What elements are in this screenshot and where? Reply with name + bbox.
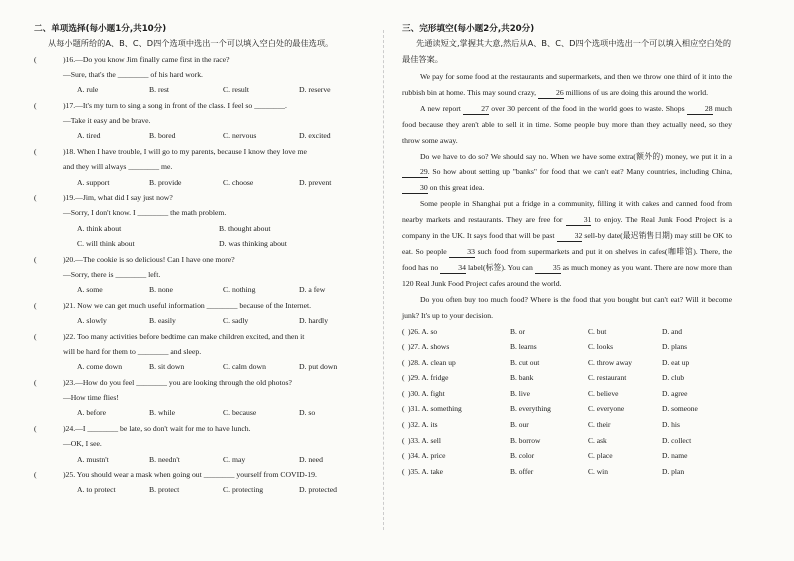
option: B. sit down (149, 362, 185, 372)
answer-row (402, 448, 732, 464)
option: C. sadly (223, 316, 249, 326)
answer-paren: ( (402, 342, 405, 352)
option: D. put down (299, 362, 338, 372)
answer-option: D. his (662, 420, 680, 430)
option: A. before (77, 408, 107, 418)
passage-text: label(标签). You can (465, 262, 535, 272)
answer-option: )30. A. fight (408, 388, 445, 398)
question-line: and they will always ________ me. (63, 162, 173, 172)
answer-option: D. name (662, 451, 688, 461)
question-text: )25. You should wear a mask when going out ________ yourself from COVID-19. (63, 470, 317, 480)
passage-text: over 30 percent of the food in the world goes to waste. Shops (488, 103, 687, 113)
question-stem (34, 190, 364, 205)
blank-32: 32 (557, 230, 583, 242)
option: C. may (223, 454, 246, 464)
answer-row (402, 339, 732, 355)
question (34, 98, 364, 144)
answer-paren: ( (34, 300, 37, 310)
blank-33: 33 (449, 246, 475, 258)
option: B. needn't (149, 454, 180, 464)
answer-paren: ( (34, 54, 37, 64)
option: A. slowly (77, 316, 107, 326)
passage-text: Do we have to do so? We should say no. When we have some extra(额外的) money, we put it in a (420, 151, 732, 161)
option: B. provide (149, 177, 182, 187)
option: C. because (223, 408, 257, 418)
question-text: )19.—Jim, what did I say just now? (63, 193, 173, 203)
answer-option: C. restaurant (588, 373, 627, 383)
option: C. result (223, 85, 250, 95)
question-line: will be hard for them to ________ and sleep. (63, 346, 202, 356)
question-text: )22. Too many activities before bedtime can make children excited, and then it (63, 331, 305, 341)
question-line: —Sure, that's the ________ of his hard work. (63, 69, 203, 79)
answer-option: B. learns (510, 342, 537, 352)
answer-option: C. ask (588, 435, 607, 445)
answer-paren: ( (34, 423, 37, 433)
answer-option: B. offer (510, 466, 534, 476)
passage-text: millions of us are doing this around the world. (563, 87, 709, 97)
option: A. rule (77, 85, 99, 95)
answer-paren: ( (402, 451, 405, 461)
option: D. need (299, 454, 323, 464)
question-stem (34, 298, 364, 313)
answer-paren: ( (402, 388, 405, 398)
option: B. thought about (219, 223, 271, 233)
passage-paragraph (402, 69, 732, 101)
question (34, 52, 364, 98)
question-stem (34, 329, 364, 344)
option: A. some (77, 285, 103, 295)
option: B. easily (149, 316, 176, 326)
option: C. nervous (223, 131, 257, 141)
question-line: —Take it easy and be brave. (63, 116, 151, 126)
answer-paren: ( (402, 373, 405, 383)
option: B. none (149, 285, 173, 295)
option: B. while (149, 408, 176, 418)
option-row (77, 236, 364, 251)
answer-option: C. but (588, 326, 607, 336)
passage-text: A new report (420, 103, 464, 113)
passage-text: Do you often buy too much food? Where is the food that you bought but can't eat? Will it become junk? It's up to your decision. (402, 294, 732, 320)
answer-row (402, 433, 732, 449)
answer-row (402, 464, 732, 480)
answer-row (402, 324, 732, 340)
answer-paren: ( (402, 466, 405, 476)
answer-paren: ( (34, 100, 37, 110)
answer-option: C. looks (588, 342, 614, 352)
option: B. protect (149, 485, 180, 495)
option: C. will think about (77, 239, 135, 249)
answer-option: D. plans (662, 342, 687, 352)
answer-option: C. everyone (588, 404, 625, 414)
option: D. reserve (299, 85, 331, 95)
passage-text: Some people in Shanghai put a fridge in a community, filling it with cakes and canned food from nearby markets and restaurants. They are free for (402, 199, 732, 225)
answer-paren: ( (34, 193, 37, 203)
blank-29: 29 (402, 166, 428, 178)
option: A. tired (77, 131, 101, 141)
section-title: 二、单项选择(每小题1分,共10分) (34, 24, 167, 34)
question (34, 467, 364, 498)
answer-row (402, 355, 732, 371)
question-text: )20.—The cookie is so delicious! Can I have one more? (63, 254, 235, 264)
passage-paragraph (402, 149, 732, 197)
answer-option: D. and (662, 326, 682, 336)
passage-paragraph (402, 101, 732, 149)
option: C. choose (223, 177, 254, 187)
answer-option: C. throw away (588, 357, 632, 367)
option: D. excited (299, 131, 331, 141)
question-stem (34, 252, 364, 267)
question-stem (34, 98, 364, 113)
question-text: )18. When I have trouble, I will go to my parents, because I know they love me (63, 146, 307, 156)
answer-option: B. borrow (510, 435, 541, 445)
option-row (77, 313, 364, 328)
section-single-choice (34, 22, 364, 498)
answer-option: B. color (510, 451, 535, 461)
question (34, 375, 364, 421)
section-instruction: 先通读短文,掌握其大意,然后从A、B、C、D四个选项中选出一个可以填入相应空白处的最佳答案。 (402, 38, 732, 64)
section-instruction: 从每小题所给的A、B、C、D四个选项中选出一个可以填入空白处的最佳选项。 (48, 38, 334, 48)
option-row (77, 175, 364, 190)
passage-text: We pay for some food at the restaurants and supermarkets, and then we throw one third of it into the rubbish bin at home. This may sound crazy, (402, 72, 732, 97)
answer-paren: ( (34, 146, 37, 156)
answer-option: )27. A. shows (408, 342, 450, 352)
answer-option: D. agree (662, 388, 688, 398)
answer-option: D. someone (662, 404, 698, 414)
option: C. nothing (223, 285, 256, 295)
answer-options (402, 324, 732, 480)
passage-text: as much money as you want. There are now more than 120 Real Junk Food Project cafes around the world. (402, 262, 732, 288)
answer-option: B. everything (510, 404, 551, 414)
option: D. prevent (299, 177, 332, 187)
answer-option: )33. A. sell (408, 435, 441, 445)
answer-paren: ( (402, 326, 405, 336)
question-text: )17.—It's my turn to sing a song in front of the class. I feel so ________. (63, 100, 287, 110)
column-divider (383, 30, 384, 530)
answer-option: B. our (510, 420, 529, 430)
blank-28: 28 (687, 103, 713, 115)
answer-option: D. plan (662, 466, 685, 476)
answer-row (402, 401, 732, 417)
question-line: —How time flies! (63, 393, 119, 403)
option: C. protecting (223, 485, 264, 495)
answer-option: )34. A. price (408, 451, 446, 461)
option-row (77, 359, 364, 374)
option: B. rest (149, 85, 170, 95)
section-title: 三、完形填空(每小题2分,共20分) (402, 24, 535, 34)
option-row (77, 405, 364, 420)
answer-paren: ( (34, 254, 37, 264)
question-line: —Sorry, there is ________ left. (63, 269, 161, 279)
option: D. was thinking about (219, 239, 287, 249)
answer-paren: ( (34, 331, 37, 341)
passage-text: much food because they aren't able to sell it in time. Some people buy more than they actually need, so they throw some away. (402, 103, 732, 145)
answer-option: )32. A. its (408, 420, 438, 430)
question-stem (34, 467, 364, 482)
blank-26: 26 (538, 87, 564, 99)
option-row (77, 482, 364, 497)
answer-paren: ( (402, 357, 405, 367)
answer-option: D. eat up (662, 357, 690, 367)
option: D. a few (299, 285, 326, 295)
option: A. to protect (77, 485, 116, 495)
answer-paren: ( (34, 377, 37, 387)
blank-34: 34 (440, 262, 466, 274)
question (34, 144, 364, 190)
answer-row (402, 386, 732, 402)
question-line: —Sorry, I don't know. I ________ the math problem. (63, 208, 227, 218)
passage-text: . So how about setting up "banks" for food that we can't eat? Many countries, including China, (427, 167, 732, 177)
cloze-passage (402, 69, 732, 324)
answer-row (402, 370, 732, 386)
question (34, 298, 364, 329)
blank-35: 35 (535, 262, 561, 274)
option: B. bored (149, 131, 176, 141)
section-cloze (402, 22, 732, 479)
question-stem (34, 52, 364, 67)
question-text: )16.—Do you know Jim finally came first in the race? (63, 54, 230, 64)
option-row (77, 452, 364, 467)
passage-text: on this great idea. (427, 183, 485, 193)
answer-option: D. club (662, 373, 685, 383)
blank-31: 31 (566, 214, 592, 226)
option: A. come down (77, 362, 123, 372)
answer-paren: ( (34, 470, 37, 480)
option-row (77, 82, 364, 97)
answer-option: )31. A. something (408, 404, 462, 414)
answer-option: D. collect (662, 435, 692, 445)
blank-27: 27 (463, 103, 489, 115)
option: D. protected (299, 485, 337, 495)
answer-paren: ( (402, 420, 405, 430)
question-line: —OK, I see. (63, 439, 102, 449)
passage-paragraph (402, 292, 732, 324)
blank-30: 30 (402, 182, 428, 194)
passage-text: to enjoy. The Real Junk Food Project is a company in the UK. It says food that will be past (402, 215, 732, 241)
question-text: )21. Now we can get much useful information ________ because of the Internet. (63, 300, 312, 310)
answer-option: )26. A. so (408, 326, 438, 336)
answer-option: )35. A. take (408, 466, 443, 476)
answer-option: C. place (588, 451, 613, 461)
option: A. mustn't (77, 454, 109, 464)
option: A. support (77, 177, 110, 187)
answer-option: B. bank (510, 373, 534, 383)
passage-text: sell-by date(最迟销售日期) may still be OK to eat. So people (402, 231, 732, 256)
answer-option: B. or (510, 326, 525, 336)
question (34, 190, 364, 252)
question-text: )24.—I ________ be late, so don't wait for me to have lunch. (63, 423, 251, 433)
answer-option: C. win (588, 466, 609, 476)
option: D. so (299, 408, 316, 418)
option: C. calm down (223, 362, 266, 372)
question-stem (34, 421, 364, 436)
option-row (77, 282, 364, 297)
question (34, 421, 364, 467)
question-text: )23.—How do you feel ________ you are looking through the old photos? (63, 377, 292, 387)
option-row (77, 221, 364, 236)
answer-row (402, 417, 732, 433)
answer-option: B. cut out (510, 357, 540, 367)
answer-paren: ( (402, 435, 405, 445)
option: D. hardly (299, 316, 329, 326)
answer-option: B. live (510, 388, 530, 398)
question-stem (34, 375, 364, 390)
question-list (34, 52, 364, 498)
question (34, 252, 364, 298)
answer-option: C. their (588, 420, 611, 430)
option: A. think about (77, 223, 122, 233)
passage-text: such food from supermarkets and put it on shelves in cafes(咖啡馆). There, the food has no (402, 246, 732, 272)
answer-option: C. believe (588, 388, 619, 398)
answer-option: )28. A. clean up (408, 357, 456, 367)
option-row (77, 128, 364, 143)
passage-paragraph (402, 196, 732, 291)
answer-option: )29. A. fridge (408, 373, 449, 383)
question (34, 329, 364, 375)
answer-paren: ( (402, 404, 405, 414)
question-stem (34, 144, 364, 159)
